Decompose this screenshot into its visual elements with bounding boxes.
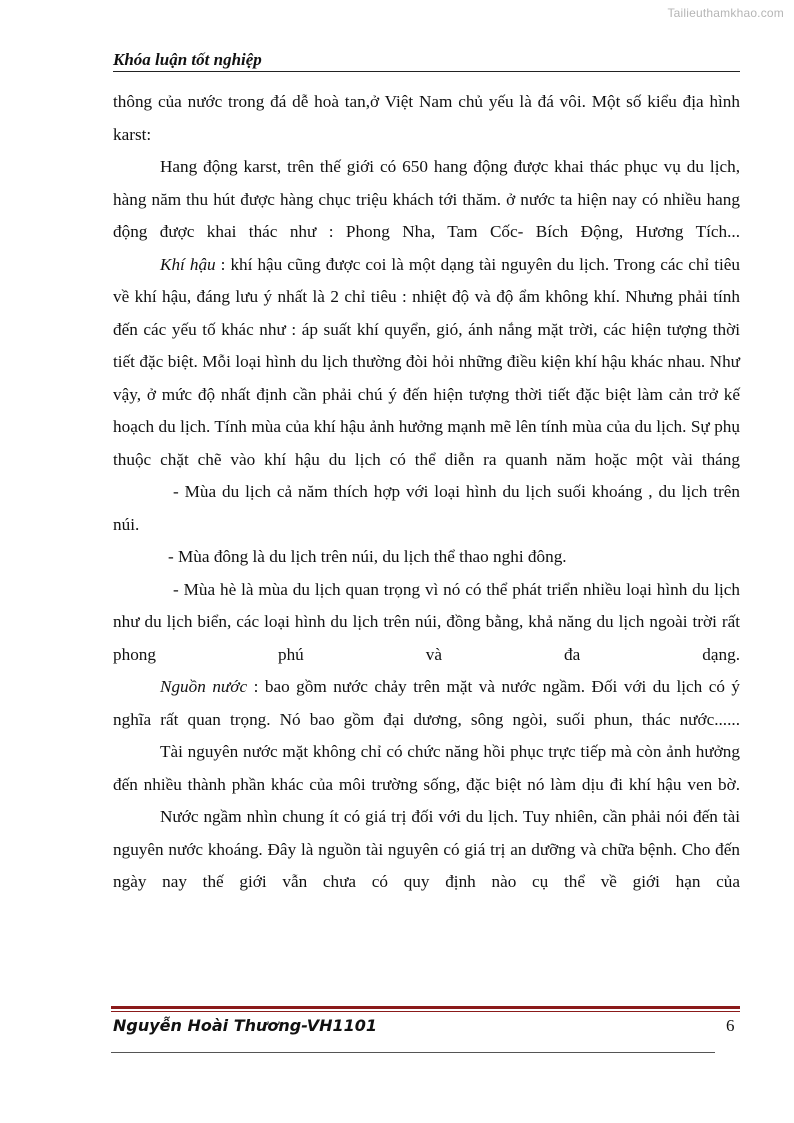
paragraph-water bbox=[113, 671, 740, 736]
footer-divider-thick bbox=[111, 1006, 740, 1009]
climate-text: : khí hậu cũng được coi là một dạng tài nguyên du lịch. Trong các chỉ tiêu về khí hậu, đáng lưu ý nhất là 2 chỉ tiêu : nhiệt độ và độ ẩm không khí. Nhưng phải tính đến các yếu tố khác như : áp suất khí quyển, gió, ánh nắng mặt trời, các hiện tượng thời tiết đặc biệt. Mỗi loại hình du lịch thường đòi hỏi những điều kiện khí hậu khác nhau. Như vậy, ở mức độ nhất định cần phải chú ý đến hiện tượng thời tiết đặc biệt làm cản trở kế hoạch du lịch. Tính mùa của khí hậu ảnh hưởng mạnh mẽ lên tính mùa của du lịch. Sự phụ thuộc chặt chẽ vào khí hậu du lịch có thể diễn ra quanh năm hoặc một vài tháng bbox=[113, 254, 740, 469]
page-number: 6 bbox=[726, 1016, 735, 1035]
paragraph-season-winter: - Mùa đông là du lịch trên núi, du lịch thể thao nghi đông. bbox=[168, 547, 567, 566]
footer-author: Nguyễn Hoài Thương-VH1101 bbox=[113, 1016, 378, 1035]
paragraph-karst-intro: thông của nước trong đá dễ hoà tan,ở Việt Nam chủ yếu là đá vôi. Một số kiểu địa hình karst: bbox=[113, 92, 740, 144]
footer-bottom-divider bbox=[111, 1052, 715, 1053]
document-body bbox=[113, 86, 740, 899]
paragraph-karst-caves: Hang động karst, trên thế giới có 650 hang động được khai thác phục vụ du lịch, hàng năm thu hút được hàng chục triệu khách tới thăm. ở nước ta hiện nay có nhiều hang động được khai thác như : Phong Nha, Tam Cốc- Bích Động, Hương Tích... bbox=[113, 157, 740, 241]
header-title: Khóa luận tốt nghiệp bbox=[113, 50, 262, 69]
footer-divider-thin bbox=[111, 1011, 740, 1012]
water-text: : bao gồm nước chảy trên mặt và nước ngầm. Đối với du lịch có ý nghĩa rất quan trọng. Nó bao gồm đại dương, sông ngòi, suối phun, thác nước...... bbox=[113, 677, 741, 729]
climate-label: Khí hậu bbox=[160, 254, 216, 274]
paragraph-groundwater: Nước ngầm nhìn chung ít có giá trị đối với du lịch. Tuy nhiên, cần phải nói đến tài nguyên nước khoáng. Đây là nguồn tài nguyên có giá trị an dưỡng và chữa bệnh. Cho đến ngày nay thế giới vẫn chưa có quy định nào cụ thể về giới hạn của bbox=[113, 807, 740, 891]
paragraph-season-all-year: - Mùa du lịch cả năm thích hợp với loại hình du lịch suối khoáng , du lịch trên núi. bbox=[113, 482, 740, 534]
paragraph-climate bbox=[113, 249, 740, 477]
watermark-text: Tailieuthamkhao.com bbox=[667, 6, 784, 20]
water-label: Nguồn nước bbox=[160, 677, 248, 696]
paragraph-season-summer: - Mùa hè là mùa du lịch quan trọng vì nó có thể phát triển nhiều loại hình du lịch như du lịch biển, các loại hình du lịch trên núi, đồng bằng, khả năng du lịch ngoài trời rất phong phú và đa dạng. bbox=[113, 579, 740, 664]
header-divider bbox=[113, 71, 740, 72]
paragraph-surface-water: Tài nguyên nước mặt không chỉ có chức năng hồi phục trực tiếp mà còn ảnh hưởng đến nhiều thành phần khác của môi trường sống, đặc biệt nó làm dịu đi khí hậu ven bờ. bbox=[113, 742, 740, 794]
